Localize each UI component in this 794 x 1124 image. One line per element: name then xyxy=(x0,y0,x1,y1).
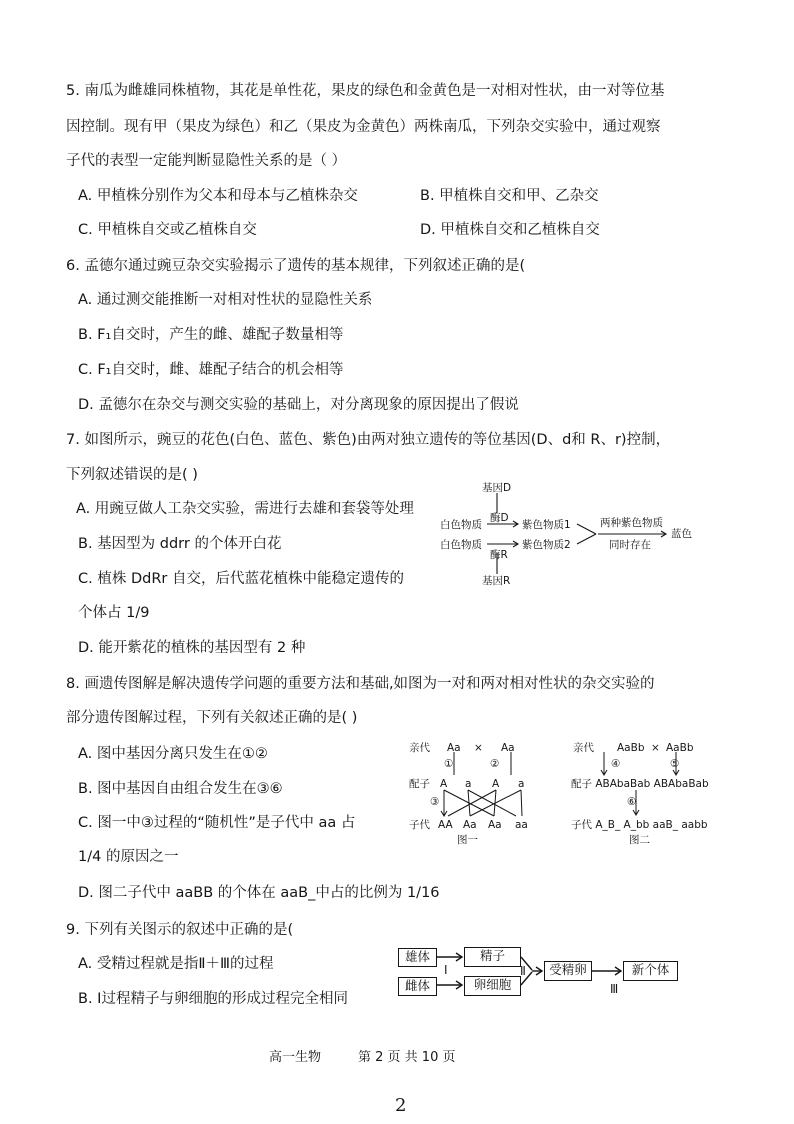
q7-option-a: A. 用豌豆做人工杂交实验，需进行去雄和套袋等处理 xyxy=(76,501,414,517)
q7-white-substance-2: 白色物质 xyxy=(440,539,482,551)
fig1-offspring-3: Aa xyxy=(488,819,502,831)
footer-subject: 高一生物 xyxy=(269,1050,322,1065)
q9-stem: 9. 下列有关图示的叙述中正确的是( xyxy=(66,922,294,938)
q8-option-c-line2: 1/4 的原因之一 xyxy=(78,849,179,865)
q6-stem: 6. 孟德尔通过豌豆杂交实验揭示了遗传的基本规律，下列叙述正确的是( xyxy=(66,258,526,274)
fig1-caption: 图一 xyxy=(457,834,478,846)
fig1-step-3: ③ xyxy=(430,796,440,808)
fig2-gametes: 配子 ABAbaBab ABAbaBab xyxy=(571,778,709,790)
fig2-step-4: ④ xyxy=(611,758,621,770)
q7-gene-r-label: 基因R xyxy=(482,575,511,587)
fig1-parent-2: Aa xyxy=(501,742,515,754)
fig2-parent-1: AaBb xyxy=(617,742,645,754)
fig1-offspring-1: AA xyxy=(438,819,453,831)
fig1-gamete-2: a xyxy=(465,778,472,790)
q7-enzyme-r-label: 酶R xyxy=(490,549,508,561)
q5-stem-line3: 子代的表型一定能判断显隐性关系的是（ ） xyxy=(66,153,347,169)
fig1-offspring-4: aa xyxy=(515,819,528,831)
q6-option-a: A. 通过测交能推断一对相对性状的显隐性关系 xyxy=(78,292,373,308)
q7-option-c-line1: C. 植株 DdRr 自交，后代蓝花植株中能稳定遗传的 xyxy=(78,571,404,587)
q6-option-c: C. F₁自交时，雌、雄配子结合的机会相等 xyxy=(78,362,344,378)
q7-option-c-line2: 个体占 1/9 xyxy=(78,605,150,621)
q5-option-c: C. 甲植株自交或乙植株自交 xyxy=(78,222,257,238)
fig1-cross-sign: × xyxy=(474,742,483,754)
q7-two-purple-label: 两种紫色物质 xyxy=(600,517,663,529)
q8-option-c-line1: C. 图一中③过程的“随机性”是子代中 aa 占 xyxy=(78,815,356,831)
fig1-parent-1: Aa xyxy=(447,742,461,754)
q9-male-box: 雄体 xyxy=(398,948,437,967)
q9-option-b: B. Ⅰ过程精子与卵细胞的形成过程完全相同 xyxy=(78,991,348,1007)
fig2-step-5: ⑤ xyxy=(670,758,680,770)
q7-gene-d-label: 基因D xyxy=(482,482,512,494)
fig1-step-2: ② xyxy=(490,758,500,770)
q7-option-d: D. 能开紫花的植株的基因型有 2 种 xyxy=(78,640,306,656)
page-number: 2 xyxy=(395,1095,407,1116)
q7-white-substance-1: 白色物质 xyxy=(440,519,482,531)
q7-coexist-label: 同时存在 xyxy=(609,539,651,551)
fig1-gamete-4: a xyxy=(518,778,525,790)
fig1-parent-label: 亲代 xyxy=(409,742,430,754)
q6-option-d: D. 孟德尔在杂交与测交实验的基础上，对分离现象的原因提出了假说 xyxy=(78,397,519,413)
q8-stem-line1: 8. 画遗传图解是解决遗传学问题的重要方法和基础,如图为一对和两对相对性状的杂交实验的 xyxy=(66,676,655,692)
q7-stem-line2: 下列叙述错误的是( ) xyxy=(66,467,198,483)
q7-purple-substance-1: 紫色物质1 xyxy=(522,519,571,531)
fig2-offspring: 子代 A_B_ A_bb aaB_ aabb xyxy=(571,819,708,831)
fig2-step-6: ⑥ xyxy=(627,796,637,808)
q9-sperm-box: 精子 xyxy=(464,947,521,967)
fig1-gamete-1: A xyxy=(440,778,448,790)
q9-process-i: Ⅰ xyxy=(444,963,448,977)
q7-purple-substance-2: 紫色物质2 xyxy=(522,539,571,551)
q5-option-a: A. 甲植株分别作为父本和母本与乙植株杂交 xyxy=(78,188,358,204)
q8-stem-line2: 部分遗传图解过程，下列有关叙述正确的是( ) xyxy=(66,710,358,726)
fig1-offspring-label: 子代 xyxy=(409,819,430,831)
q9-process-ii: Ⅱ xyxy=(520,964,526,978)
q8-option-b: B. 图中基因自由组合发生在③⑥ xyxy=(78,781,283,797)
q9-zygote-box: 受精卵 xyxy=(544,961,592,981)
fig2-parent-label: 亲代 xyxy=(573,742,594,754)
q7-enzyme-d-label: 酶D xyxy=(490,512,509,524)
footer-page-info: 第 2 页 共 10 页 xyxy=(358,1050,456,1065)
q7-stem-line1: 7. 如图所示，豌豆的花色(白色、蓝色、紫色)由两对独立遗传的等位基因(D、d和 R、r)控制， xyxy=(66,432,671,448)
q9-option-a: A. 受精过程就是指Ⅱ＋Ⅲ的过程 xyxy=(78,956,274,972)
q9-new-individual-box: 新个体 xyxy=(623,961,678,981)
fig1-step-1: ① xyxy=(444,758,454,770)
q8-option-d: D. 图二子代中 aaBB 的个体在 aaB_中占的比例为 1/16 xyxy=(78,885,440,901)
q5-option-d: D. 甲植株自交和乙植株自交 xyxy=(420,222,600,238)
fig1-offspring-2: Aa xyxy=(463,819,477,831)
fig1-gamete-label: 配子 xyxy=(409,778,430,790)
fig2-caption: 图二 xyxy=(629,834,650,846)
q5-option-b: B. 甲植株自交和甲、乙杂交 xyxy=(420,188,599,204)
q6-option-b: B. F₁自交时，产生的雌、雄配子数量相等 xyxy=(78,327,344,343)
q7-option-b: B. 基因型为 ddrr 的个体开白花 xyxy=(78,536,282,552)
fig2-parent-2: AaBb xyxy=(666,742,694,754)
q5-stem-line2: 因控制。现有甲（果皮为绿色）和乙（果皮为金黄色）两株南瓜，下列杂交实验中，通过观察 xyxy=(66,119,661,135)
fig1-gamete-3: A xyxy=(492,778,500,790)
q5-stem-line1: 5. 南瓜为雌雄同株植物，其花是单性花，果皮的绿色和金黄色是一对相对性状，由一对等位基 xyxy=(66,83,665,99)
q7-blue-label: 蓝色 xyxy=(671,528,692,540)
q8-option-a: A. 图中基因分离只发生在①② xyxy=(78,746,268,762)
q9-egg-box: 卵细胞 xyxy=(464,976,521,996)
q9-process-iii: Ⅲ xyxy=(610,982,619,996)
fig2-cross-sign: × xyxy=(651,742,660,754)
q9-female-box: 雌体 xyxy=(398,977,437,996)
